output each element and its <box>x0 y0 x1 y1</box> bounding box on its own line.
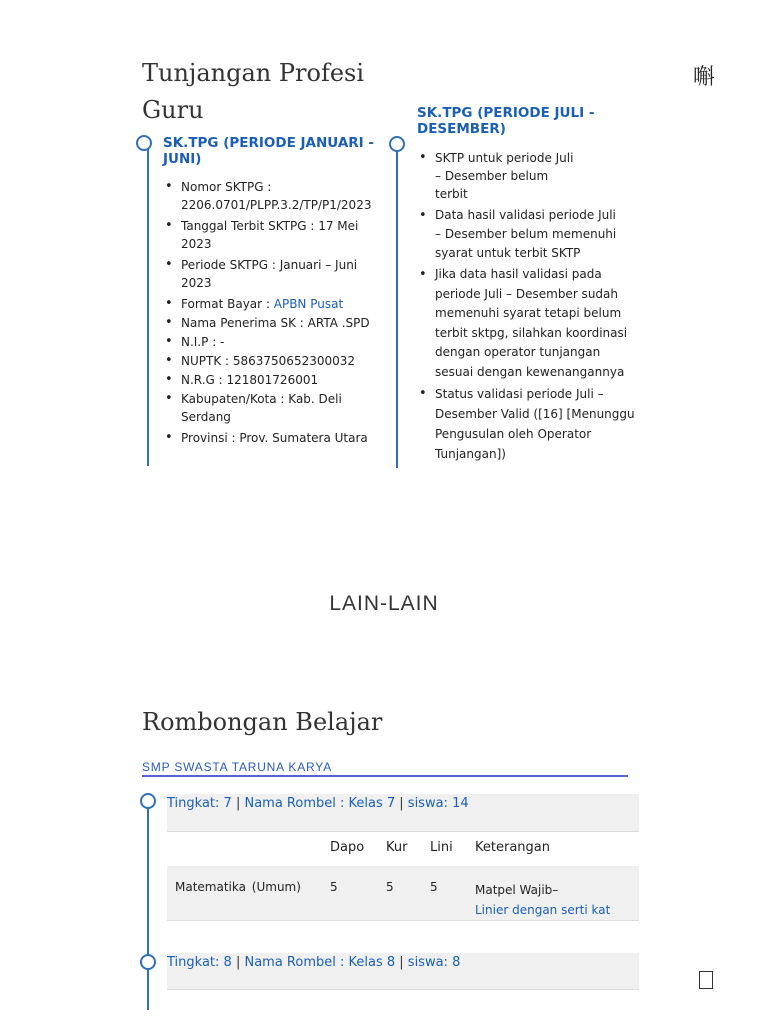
item-text: • Nama Penerima SK : ARTA .SPD <box>181 316 370 330</box>
list-item <box>417 265 647 382</box>
timeline-dot-rombel-8 <box>140 954 156 970</box>
item-text: • Jika data hasil validasi pada <box>435 267 602 281</box>
col-kur: Kur <box>386 840 408 855</box>
heading-line: SK.TPG (PERIODE JANUARI - <box>163 135 374 151</box>
item-text: • Periode SKTPG : Januari – Juni <box>181 258 358 272</box>
list-item <box>163 352 388 370</box>
cell-mapel: Matematika (Umum) <box>175 880 301 894</box>
item-text: • SKTP untuk periode Juli <box>435 151 574 165</box>
list-item <box>163 390 388 426</box>
tunjangan-title <box>142 55 364 129</box>
sk-jan-jun-list <box>163 178 388 447</box>
item-text: – Desember belum <box>435 169 549 183</box>
tingkat-link[interactable]: Tingkat: 7 <box>167 796 232 811</box>
item-text: • Kabupaten/Kota : Kab. Deli <box>181 392 342 406</box>
separator: | <box>235 796 241 811</box>
school-underline <box>142 775 628 777</box>
item-text: Tunjangan]) <box>435 447 506 461</box>
timeline-line-right <box>396 143 398 468</box>
keterangan-link[interactable]: Linier dengan serti kat <box>475 903 611 917</box>
table-header <box>167 840 639 860</box>
sk-jul-des-heading <box>417 105 637 137</box>
item-text: sesuai dengan kewenangannya <box>435 364 625 379</box>
list-item <box>417 384 647 464</box>
heading-line: JUNI) <box>163 151 202 167</box>
rombel-header-kelas-7 <box>167 794 639 831</box>
item-text: syarat untuk terbit SKTP <box>435 246 581 260</box>
corner-glyph: 嘝 <box>693 65 716 90</box>
keterangan-text: Matpel Wajib– <box>475 883 559 897</box>
item-text: 2023 <box>181 276 212 290</box>
separator: | <box>235 955 241 970</box>
item-text: • Provinsi : Prov. Sumatera Utara <box>181 431 368 445</box>
item-text: 2206.0701/PLPP.3.2/TP/P1/2023 <box>181 198 372 212</box>
col-dapo: Dapo <box>330 840 365 855</box>
list-item <box>163 371 388 389</box>
timeline-line-left <box>147 143 149 466</box>
divider <box>167 920 639 921</box>
item-text: • Data hasil validasi periode Juli <box>435 208 616 222</box>
item-text: – Desember belum memenuhi <box>435 227 617 241</box>
lain-lain-heading: LAIN-LAIN <box>329 592 439 615</box>
nama-rombel-link[interactable]: Nama Rombel : Kelas 8 <box>244 955 396 970</box>
list-item <box>163 295 388 313</box>
list-item <box>417 149 647 203</box>
item-text: Serdang <box>181 410 231 424</box>
item-text: periode Juli – Desember sudah <box>435 286 618 301</box>
item-text: • NUPTK : 5863750652300032 <box>181 354 356 368</box>
item-text: 2023 <box>181 237 212 251</box>
table-row <box>167 866 639 920</box>
list-item <box>163 217 388 253</box>
heading-line: SK.TPG (PERIODE JULI - <box>417 105 595 121</box>
siswa-link[interactable]: siswa: 14 <box>407 796 469 811</box>
list-item <box>163 178 388 214</box>
item-text: Pengusulan oleh Operator <box>435 427 592 441</box>
sk-jan-jun-heading <box>163 135 383 167</box>
item-text: terbit <box>435 187 468 201</box>
sk-jul-des-list <box>417 149 647 464</box>
list-item <box>163 333 388 351</box>
cell-dapo: 5 <box>330 880 338 894</box>
timeline-line-rombel <box>147 808 149 1010</box>
timeline-dot-rombel-7 <box>140 793 156 809</box>
separator: | <box>399 796 404 811</box>
cell-keterangan <box>475 880 610 920</box>
item-text: • N.R.G : 121801726001 <box>181 373 319 387</box>
nama-rombel-link[interactable]: Nama Rombel : Kelas 7 <box>244 796 396 811</box>
item-text: Format Bayar : <box>181 297 274 311</box>
item-text: • N.I.P : - <box>181 335 225 349</box>
heading-line: DESEMBER) <box>417 121 506 137</box>
tunjangan-title-line2: Guru <box>142 96 204 124</box>
timeline-dot-left <box>136 135 152 151</box>
item-text: • Tanggal Terbit SKTPG : 17 Mei <box>181 219 359 233</box>
timeline-dot-right <box>389 136 405 152</box>
item-text: • Nomor SKTPG : <box>181 180 272 194</box>
item-text: dengan operator tunjangan <box>435 345 601 359</box>
col-keterangan: Keterangan <box>475 840 550 855</box>
list-item <box>163 429 388 447</box>
item-text: • Status validasi periode Juli – <box>435 387 604 401</box>
school-name: SMP SWASTA TARUNA KARYA <box>142 760 333 774</box>
separator: | <box>399 955 404 970</box>
list-item <box>417 206 647 263</box>
col-lini: Lini <box>430 840 453 855</box>
rombongan-title: Rombongan Belajar <box>142 708 383 736</box>
divider <box>167 831 639 832</box>
list-item <box>163 256 388 292</box>
cell-kur: 5 <box>386 880 394 894</box>
item-text: Desember Valid ([16] [Menunggu <box>435 407 635 421</box>
format-bayar-link[interactable]: APBN Pusat <box>273 297 344 311</box>
rombel-header-kelas-8 <box>167 953 639 989</box>
missing-glyph-box-icon <box>699 971 713 989</box>
divider <box>167 989 639 990</box>
item-text: terbit sktpg, silahkan koordinasi <box>435 325 628 340</box>
tunjangan-title-line1: Tunjangan Profesi <box>142 59 365 87</box>
tingkat-link[interactable]: Tingkat: 8 <box>167 955 232 970</box>
list-item <box>163 314 388 332</box>
cell-lini: 5 <box>430 880 438 894</box>
siswa-link[interactable]: siswa: 8 <box>407 955 461 970</box>
item-text: memenuhi syarat tetapi belum <box>435 306 622 320</box>
